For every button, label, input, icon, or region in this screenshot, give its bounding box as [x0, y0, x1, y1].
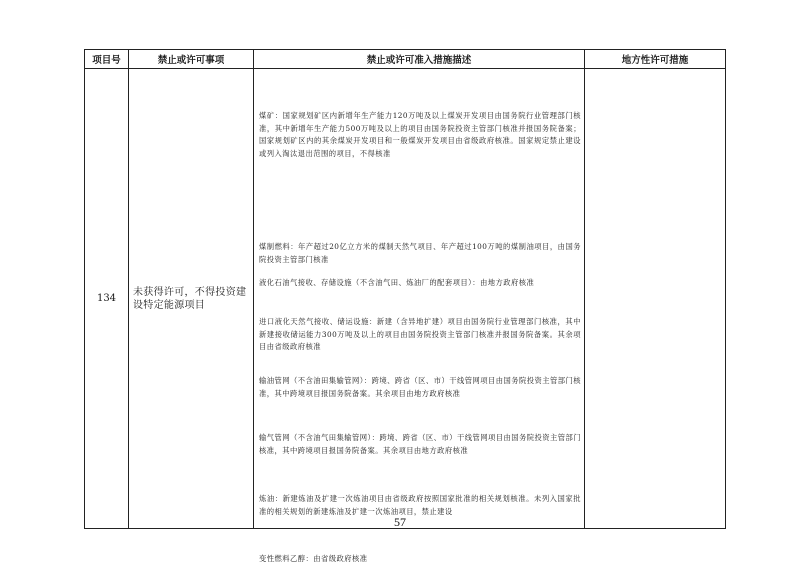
description-coal-fuel: 煤制燃料：年产超过20亿立方米的煤制天然气项目、年产超过100万吨的煤制油项目，由国务院投资主管部门核准	[259, 242, 581, 264]
header-measure-description: 禁止或许可准入措施描述	[254, 50, 585, 69]
description-fuel-ethanol: 变性燃料乙醇：由省级政府核准	[259, 554, 368, 563]
page-number: 57	[394, 515, 406, 529]
table-row	[85, 69, 726, 529]
description-lpg-facility: 液化石油气接收、存储设施（不含油气田、炼油厂的配套项目）：由地方政府核准	[259, 278, 535, 287]
table-header-row	[85, 50, 726, 69]
local-measures-cell	[585, 69, 726, 529]
description-gas-pipeline: 输气管网（不含油气田集输管网）：跨境、跨省（区、市）干线管网项目由国务院投资主管部门核准，其中跨境项目报国务院备案。其余项目由地方政府核准	[259, 433, 581, 455]
description-oil-refining: 炼油：新建炼油及扩建一次炼油项目由省级政府按照国家批准的相关规划核准。未列入国家批准的相关规划的新建炼油及扩建一次炼油项目，禁止建设	[259, 494, 581, 516]
header-local-measures: 地方性许可措施	[585, 50, 726, 69]
permission-table	[84, 49, 726, 563]
permission-table-container	[84, 49, 725, 563]
description-lng-facility: 进口液化天然气接收、储运设施：新建（含异地扩建）项目由国务院行业管理部门核准，其中新建接收储运能力300万吨及以上的项目由国务院投资主管部门核准并报国务院备案。其余项目由省级政府核准	[259, 317, 581, 351]
header-item-name: 禁止或许可事项	[129, 50, 254, 69]
description-coal-mine: 煤矿：国家规划矿区内新增年生产能力120万吨及以上煤炭开发项目由国务院行业管理部门核准，其中新增年生产能力500万吨及以上的项目由国务院投资主管部门核准并报国务院备案；国家规划矿区内的其余煤炭开发项目和一般煤炭开发项目由省级政府核准。国家规定禁止建设或列入淘汰退出范围的项目，不得核准	[259, 111, 581, 158]
item-number-cell: 134	[85, 69, 129, 529]
item-name-cell: 未获得许可，不得投资建设特定能源项目	[129, 69, 254, 529]
measure-description-cell	[254, 69, 585, 563]
header-item-number: 项目号	[85, 50, 129, 69]
description-oil-pipeline: 输油管网（不含油田集输管网）：跨境、跨省（区、市）干线管网项目由国务院投资主管部门核准，其中跨境项目报国务院备案。其余项目由地方政府核准	[259, 376, 581, 398]
